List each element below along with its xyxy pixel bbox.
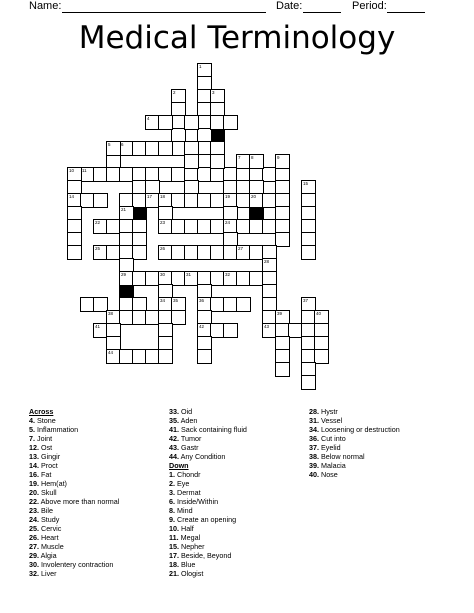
clue-item-text: Fat — [39, 469, 52, 479]
clue-number: 24 — [225, 220, 231, 225]
clue-item-text: Eyelid — [319, 442, 341, 452]
clue-item — [29, 425, 119, 434]
clue-number: 22 — [95, 220, 101, 225]
clue-number: 21 — [121, 207, 127, 212]
clue-item-text: Stone — [35, 415, 56, 425]
clue-number: 3 — [212, 90, 215, 95]
clue-number: 38 — [108, 311, 114, 316]
down-heading: Down — [169, 460, 189, 470]
clue-item — [169, 452, 247, 461]
clue-item — [29, 443, 119, 452]
clue-item — [29, 497, 119, 506]
clue-number: 37 — [303, 298, 309, 303]
clue-item — [309, 425, 400, 434]
clue-item-number: 21. — [169, 568, 179, 578]
clue-item — [169, 533, 247, 542]
clue-item-number: 24. — [29, 514, 39, 524]
clue-item-text: Eye — [175, 478, 190, 488]
clue-number: 18 — [160, 194, 166, 199]
clue-number: 44 — [108, 350, 114, 355]
clue-item-number: 26. — [29, 532, 39, 542]
clues-column-2 — [169, 407, 247, 578]
clue-number: 23 — [160, 220, 166, 225]
clue-item-number: 18. — [169, 559, 179, 569]
clue-item-text: Gastr — [179, 442, 199, 452]
clue-item — [309, 452, 400, 461]
clue-number: 15 — [303, 181, 309, 186]
clue-number: 11 — [82, 168, 87, 173]
clue-item — [29, 542, 119, 551]
clue-item-text: Chondr — [175, 469, 201, 479]
clue-item-text: Study — [39, 514, 60, 524]
clue-item-text: Aden — [179, 415, 198, 425]
clue-item-number: 30. — [29, 559, 39, 569]
clue-item-number: 16. — [29, 469, 39, 479]
clue-number: 40 — [316, 311, 322, 316]
clue-item-text: Bile — [39, 505, 53, 515]
clue-item — [29, 560, 119, 569]
clue-item-text: Joint — [35, 433, 53, 443]
clue-item-text: Vessel — [319, 415, 343, 425]
grid-cell[interactable] — [249, 154, 264, 169]
clue-number: 20 — [251, 194, 257, 199]
clue-item-number: 44. — [169, 451, 179, 461]
clue-item — [29, 416, 119, 425]
clue-item — [29, 452, 119, 461]
clue-item-number: 43. — [169, 442, 179, 452]
grid-cell[interactable] — [184, 115, 199, 130]
grid-cell[interactable] — [301, 375, 316, 390]
clue-item-text: Nose — [319, 469, 338, 479]
clue-item — [29, 515, 119, 524]
clue-item-text: Nepher — [179, 541, 205, 551]
clue-item-number: 38. — [309, 451, 319, 461]
clue-item-text: Cut into — [319, 433, 346, 443]
clue-item — [309, 407, 400, 416]
clue-number: 4 — [147, 116, 150, 121]
clue-item-number: 25. — [29, 523, 39, 533]
clue-item-text: Ologist — [179, 568, 204, 578]
clue-number: 6 — [121, 142, 124, 147]
clue-item-number: 7. — [29, 433, 35, 443]
clue-number: 10 — [69, 168, 75, 173]
clue-number: 29 — [121, 272, 127, 277]
clue-item — [29, 461, 119, 470]
clue-item-number: 13. — [29, 451, 39, 461]
clue-item-text: Liver — [39, 568, 57, 578]
period-label: Period: — [352, 0, 387, 12]
clue-item-text: Hem(at) — [39, 478, 67, 488]
clue-item-number: 5. — [29, 424, 35, 434]
clue-item — [29, 488, 119, 497]
clue-item-number: 6. — [169, 496, 175, 506]
clue-item-text: Above more than normal — [39, 496, 120, 506]
clue-item-number: 22. — [29, 496, 39, 506]
clue-item-text: Sack containing fluid — [179, 424, 247, 434]
clue-item — [169, 506, 247, 515]
clue-item-number: 1. — [169, 469, 175, 479]
clue-item-number: 9. — [169, 514, 175, 524]
clue-item-number: 4. — [29, 415, 35, 425]
clue-number: 31 — [186, 272, 192, 277]
clue-item-number: 31. — [309, 415, 319, 425]
clue-item-text: Any Condition — [179, 451, 226, 461]
clue-item — [169, 488, 247, 497]
clue-number: 1 — [199, 64, 202, 69]
clue-item-text: Create an opening — [175, 514, 237, 524]
clue-item — [29, 506, 119, 515]
clue-number: 5 — [108, 142, 111, 147]
grid-cell[interactable] — [223, 323, 238, 338]
clue-item — [29, 479, 119, 488]
grid-cell[interactable] — [132, 245, 147, 260]
clue-item-number: 33. — [169, 407, 179, 416]
clue-number: 7 — [238, 155, 241, 160]
clue-item — [169, 551, 247, 560]
clue-item — [169, 443, 247, 452]
clue-number: 41 — [95, 324, 101, 329]
clue-item — [169, 425, 247, 434]
grid-cell[interactable] — [314, 349, 329, 364]
clue-number: 32 — [225, 272, 231, 277]
clue-item-text: Inflammation — [35, 424, 79, 434]
clue-item — [309, 461, 400, 470]
clue-item-text: Cervic — [39, 523, 62, 533]
clue-item-text: Loosening or destruction — [319, 424, 400, 434]
clue-item — [169, 569, 247, 578]
clue-item-number: 39. — [309, 460, 319, 470]
grid-cell[interactable] — [67, 245, 82, 260]
clue-number: 27 — [238, 246, 244, 251]
clue-number: 19 — [225, 194, 231, 199]
clue-item-text: Megal — [178, 532, 201, 542]
clue-item-text: Involentery contraction — [39, 559, 114, 569]
date-label: Date: — [276, 0, 303, 12]
clue-item-number: 34. — [309, 424, 319, 434]
clue-item-text: Ost — [39, 442, 53, 452]
grid-cell[interactable] — [223, 115, 238, 130]
clue-item-number: 10. — [169, 523, 179, 533]
clue-number: 39 — [277, 311, 283, 316]
clue-item — [169, 515, 247, 524]
clue-item-number: 14. — [29, 460, 39, 470]
grid-cell[interactable] — [158, 115, 173, 130]
clue-item — [169, 416, 247, 425]
page-title: Medical Terminology — [78, 20, 396, 56]
clue-item-number: 20. — [29, 487, 39, 497]
clue-item — [29, 533, 119, 542]
clue-item-text: Oid — [179, 407, 193, 416]
clue-number: 25 — [95, 246, 101, 251]
clue-item — [169, 407, 247, 416]
clue-number: 36 — [199, 298, 205, 303]
clue-item — [169, 542, 247, 551]
clue-item-number: 35. — [169, 415, 179, 425]
clue-item-text: Mind — [175, 505, 193, 515]
clue-number: 14 — [69, 194, 75, 199]
clue-item — [169, 497, 247, 506]
clue-item — [29, 470, 119, 479]
clue-item-text: Malacia — [319, 460, 346, 470]
clue-item-number: 19. — [29, 478, 39, 488]
clue-item-text: Algia — [39, 550, 57, 560]
clue-item-number: 15. — [169, 541, 179, 551]
clue-item — [169, 560, 247, 569]
grid-cell[interactable] — [158, 141, 173, 156]
clue-number: 34 — [160, 298, 166, 303]
clue-item-number: 17. — [169, 550, 179, 560]
clue-number: 35 — [173, 298, 179, 303]
clue-item-number: 11. — [169, 532, 179, 542]
clue-item-number: 8. — [169, 505, 175, 515]
clue-item — [29, 524, 119, 533]
across-clues-column — [29, 407, 119, 578]
clue-item — [309, 443, 400, 452]
clue-number: 28 — [264, 259, 270, 264]
clue-number: 43 — [264, 324, 270, 329]
clue-item — [169, 470, 247, 479]
clue-item-number: 3. — [169, 487, 175, 497]
clue-item-text: Blue — [179, 559, 196, 569]
across-heading: Across — [29, 407, 54, 416]
clue-item-text: Heart — [39, 532, 59, 542]
grid-cell[interactable] — [106, 141, 121, 156]
clue-number: 17 — [147, 194, 153, 199]
clue-number: 9 — [277, 155, 280, 160]
clue-item-number: 12. — [29, 442, 39, 452]
clue-item-number: 23. — [29, 505, 39, 515]
clue-item-text: Inside/Within — [175, 496, 219, 506]
clue-item-text: Hystr — [319, 407, 338, 416]
grid-cell[interactable] — [93, 193, 108, 208]
clue-item-text: Below normal — [319, 451, 365, 461]
clue-number: 26 — [160, 246, 166, 251]
clue-item-text: Half — [179, 523, 194, 533]
clue-item — [309, 470, 400, 479]
clue-item — [309, 416, 400, 425]
clue-item-number: 29. — [29, 550, 39, 560]
clue-item-text: Proct — [39, 460, 58, 470]
clue-item — [29, 434, 119, 443]
clue-item-number: 37. — [309, 442, 319, 452]
clue-item — [169, 434, 247, 443]
clue-item — [309, 434, 400, 443]
clue-item-number: 2. — [169, 478, 175, 488]
grid-cell[interactable] — [301, 245, 316, 260]
grid-cell[interactable] — [158, 349, 173, 364]
down-clues-column — [309, 407, 400, 479]
clue-item-text: Muscle — [39, 541, 64, 551]
grid-cell[interactable] — [197, 349, 212, 364]
clue-item-text: Gingir — [39, 451, 61, 461]
clue-item-number: 42. — [169, 433, 179, 443]
clue-number: 42 — [199, 324, 205, 329]
clue-item-number: 28. — [309, 407, 319, 416]
clue-item-number: 41. — [169, 424, 179, 434]
clue-number: 2 — [173, 90, 176, 95]
grid-cell[interactable] — [171, 310, 186, 325]
clue-number: 30 — [160, 272, 166, 277]
clue-item — [169, 524, 247, 533]
clue-item — [29, 551, 119, 560]
clue-item-text: Beside, Beyond — [179, 550, 232, 560]
grid-cell[interactable] — [210, 154, 225, 169]
clue-item-text: Dermat — [175, 487, 201, 497]
clue-item-text: Skull — [39, 487, 57, 497]
clue-item-number: 36. — [309, 433, 319, 443]
clue-item-number: 40. — [309, 469, 319, 479]
clue-item — [29, 569, 119, 578]
name-label: Name: — [29, 0, 62, 12]
clue-item — [169, 479, 247, 488]
clue-item-text: Tumor — [179, 433, 202, 443]
grid-cell[interactable] — [275, 154, 290, 169]
clue-item-number: 27. — [29, 541, 39, 551]
clue-number: 8 — [251, 155, 254, 160]
grid-cell[interactable] — [275, 232, 290, 247]
grid-cell[interactable] — [275, 362, 290, 377]
grid-cell[interactable] — [184, 154, 199, 169]
grid-cell[interactable] — [236, 297, 251, 312]
clue-item-number: 32. — [29, 568, 39, 578]
